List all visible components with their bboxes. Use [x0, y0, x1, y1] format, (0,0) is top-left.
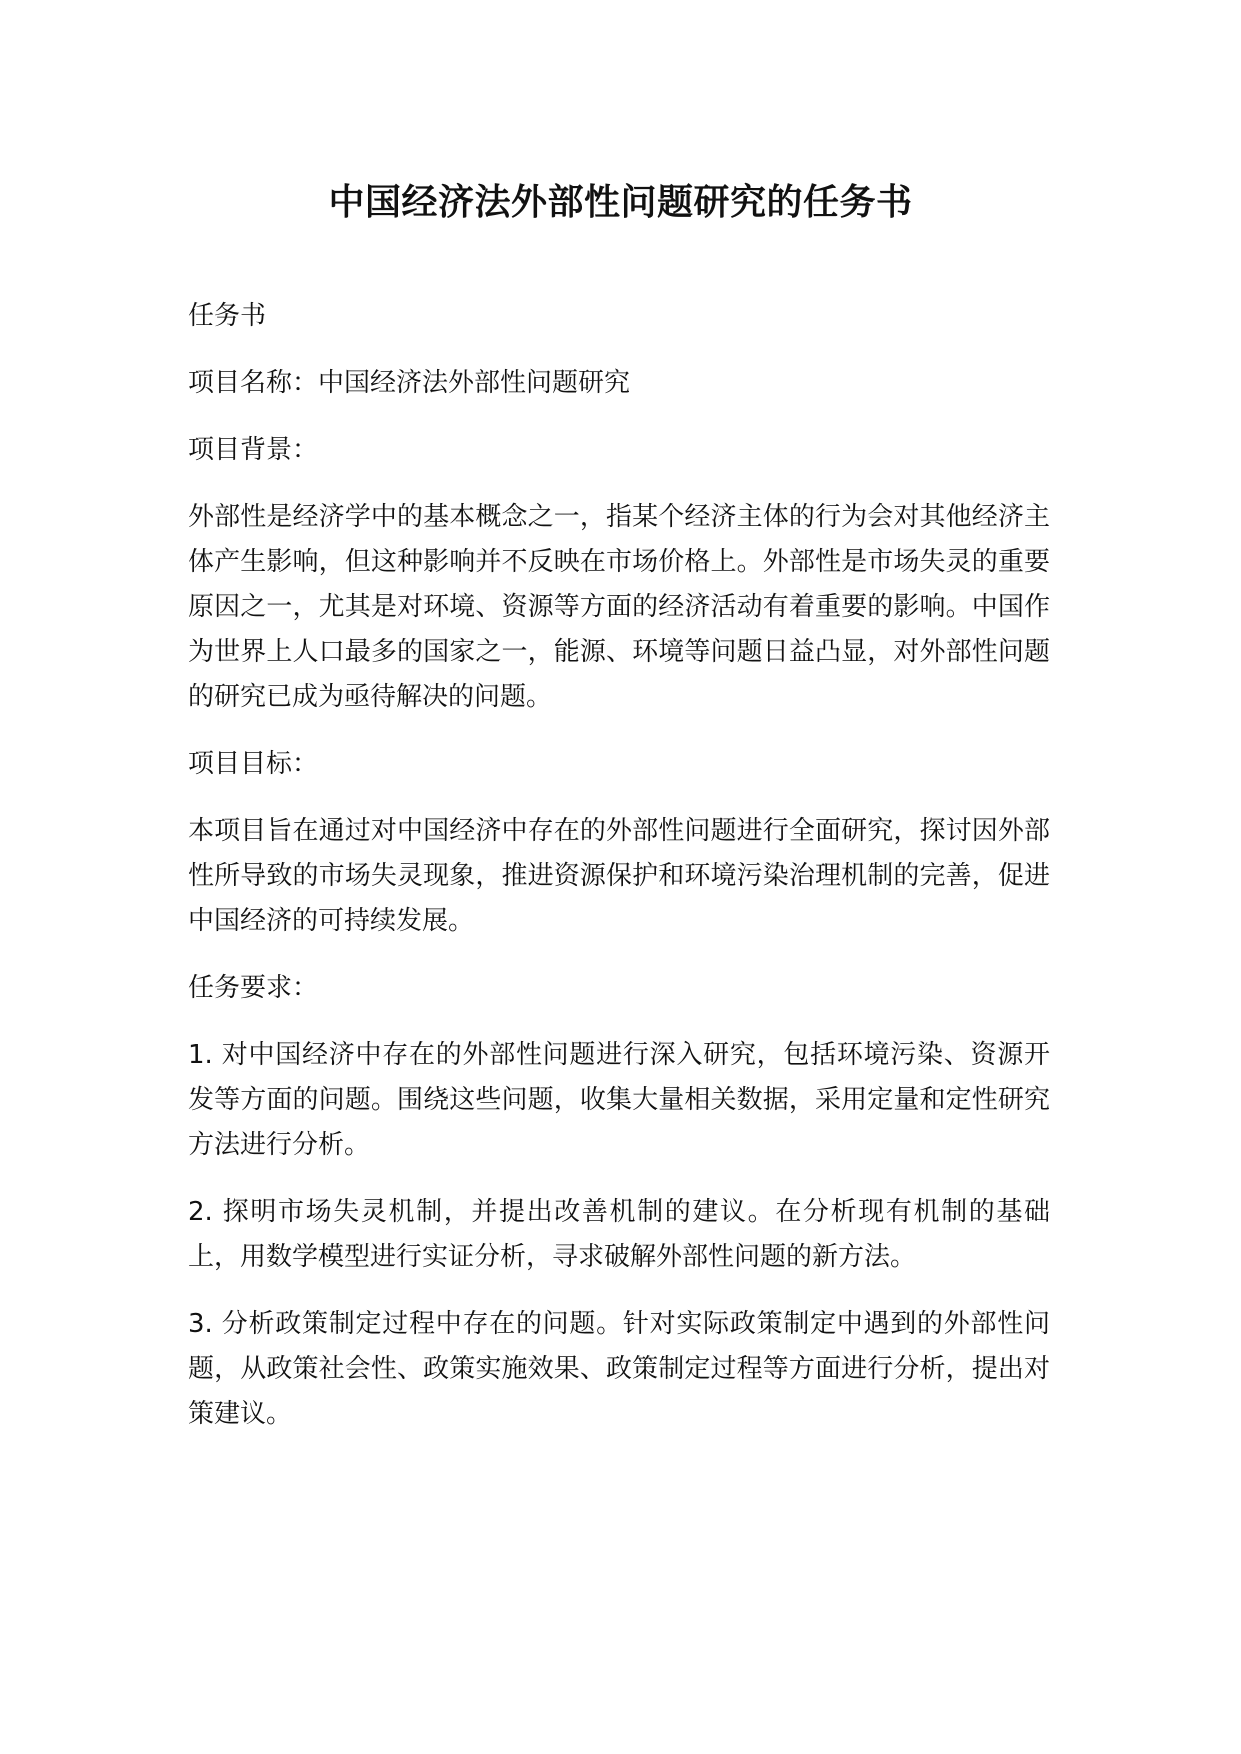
- paragraph-project-background: 外部性是经济学中的基本概念之一，指某个经济主体的行为会对其他经济主体产生影响，但这种影响并不反映在市场价格上。外部性是市场失灵的重要原因之一，尤其是对环境、资源等方面的经济活动有着重要的影响。中国作为世界上人口最多的国家之一，能源、环境等问题日益凸显，对外部性问题的研究已成为亟待解决的问题。: [188, 502, 1050, 712]
- document-title: 中国经济法外部性问题研究的任务书: [328, 182, 913, 223]
- heading-task-requirements: 任务要求：: [188, 973, 319, 1003]
- heading-project-background: 项目背景：: [188, 435, 319, 465]
- paragraph-project-goals: 本项目旨在通过对中国经济中存在的外部性问题进行全面研究，探讨因外部性所导致的市场失灵现象，推进资源保护和环境污染治理机制的完善，促进中国经济的可持续发展。: [188, 816, 1050, 936]
- project-name-line: 项目名称：中国经济法外部性问题研究: [188, 368, 631, 398]
- document-body: [188, 294, 1050, 1459]
- requirement-item-2: 2. 探明市场失灵机制，并提出改善机制的建议。在分析现有机制的基础上，用数学模型进行实证分析，寻求破解外部性问题的新方法。: [188, 1197, 1050, 1272]
- heading-project-goals: 项目目标：: [188, 749, 319, 779]
- requirement-item-3: 3. 分析政策制定过程中存在的问题。针对实际政策制定中遇到的外部性问题，从政策社会性、政策实施效果、政策制定过程等方面进行分析，提出对策建议。: [188, 1309, 1050, 1429]
- heading-task-book: 任务书: [188, 301, 267, 331]
- requirement-item-1: 1. 对中国经济中存在的外部性问题进行深入研究，包括环境污染、资源开发等方面的问题。围绕这些问题，收集大量相关数据，采用定量和定性研究方法进行分析。: [188, 1040, 1050, 1160]
